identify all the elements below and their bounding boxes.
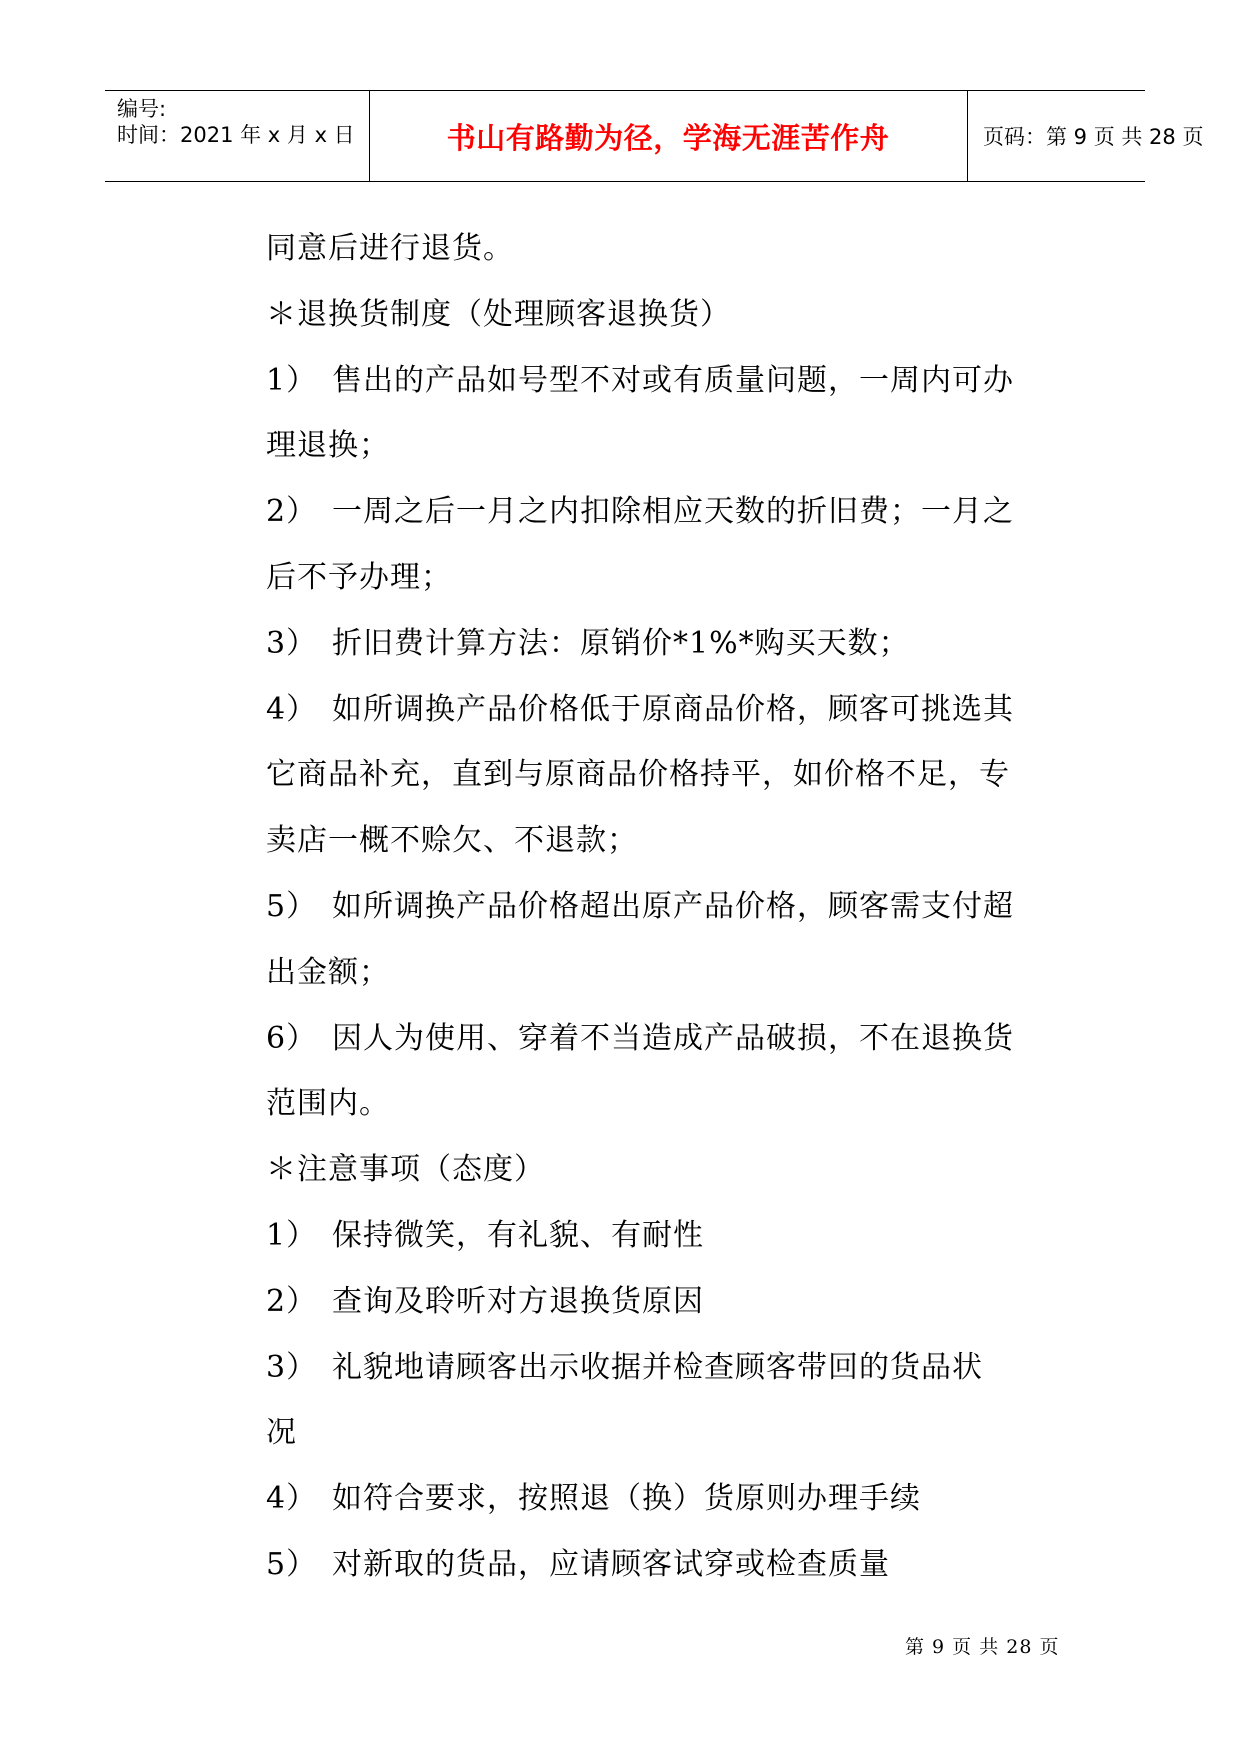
line-text: 卖店一概不赊欠、不退款； bbox=[266, 823, 638, 859]
item-number: 5） bbox=[266, 1546, 318, 1582]
body-line bbox=[266, 1006, 1066, 1072]
code-label: 编号: bbox=[117, 97, 167, 121]
header-divider bbox=[369, 91, 370, 181]
line-text: 出金额； bbox=[266, 954, 390, 990]
line-text: 对新取的货品，应请顾客试穿或检查质量 bbox=[332, 1546, 890, 1582]
document-body bbox=[266, 216, 1066, 1598]
body-line bbox=[266, 1269, 1066, 1335]
line-text: 范围内。 bbox=[266, 1086, 390, 1122]
body-line bbox=[266, 1071, 1066, 1137]
body-line bbox=[266, 611, 1066, 677]
body-line bbox=[266, 677, 1066, 743]
item-number: 6） bbox=[266, 1020, 318, 1056]
line-text: 保持微笑，有礼貌、有耐性 bbox=[332, 1217, 704, 1253]
line-text: 折旧费计算方法：原销价*1%*购买天数； bbox=[332, 625, 910, 661]
item-number: 2） bbox=[266, 1283, 318, 1319]
body-line bbox=[266, 940, 1066, 1006]
line-text: 理退换； bbox=[266, 428, 390, 464]
line-text: 后不予办理； bbox=[266, 559, 452, 595]
header-page-label: 页码：第 9 页 共 28 页 bbox=[983, 125, 1204, 149]
body-line bbox=[266, 874, 1066, 940]
body-line bbox=[266, 216, 1066, 282]
body-line bbox=[266, 282, 1066, 348]
line-text: 如所调换产品价格超出原产品价格，顾客需支付超 bbox=[332, 888, 1014, 924]
body-line bbox=[266, 479, 1066, 545]
page-footer: 第 9 页 共 28 页 bbox=[905, 1636, 1060, 1658]
body-line bbox=[266, 545, 1066, 611]
line-text: 它商品补充，直到与原商品价格持平，如价格不足，专 bbox=[266, 757, 1010, 793]
item-number: 5） bbox=[266, 888, 318, 924]
line-text: 礼貌地请顾客出示收据并检查顾客带回的货品状 bbox=[332, 1349, 983, 1385]
body-line bbox=[266, 1137, 1066, 1203]
line-text: 一周之后一月之内扣除相应天数的折旧费；一月之 bbox=[332, 494, 1014, 530]
line-text: 查询及聆听对方退换货原因 bbox=[332, 1283, 704, 1319]
item-number: 3） bbox=[266, 1349, 318, 1385]
item-number: 1） bbox=[266, 1217, 318, 1253]
item-number: 4） bbox=[266, 691, 318, 727]
header-motto: 书山有路勤为径，学海无涯苦作舟 bbox=[446, 120, 890, 155]
line-text: 况 bbox=[266, 1415, 297, 1451]
body-line bbox=[266, 348, 1066, 414]
header-divider bbox=[967, 91, 968, 181]
body-line bbox=[266, 413, 1066, 479]
line-text: 如所调换产品价格低于原商品价格，顾客可挑选其 bbox=[332, 691, 1014, 727]
item-number: 4） bbox=[266, 1481, 318, 1517]
header-meta bbox=[117, 91, 367, 181]
body-line bbox=[266, 1203, 1066, 1269]
item-number: 2） bbox=[266, 494, 318, 530]
line-text: 如符合要求，按照退（换）货原则办理手续 bbox=[332, 1481, 921, 1517]
item-number: 1） bbox=[266, 362, 318, 398]
line-text: 因人为使用、穿着不当造成产品破损，不在退换货 bbox=[332, 1020, 1014, 1056]
body-line bbox=[266, 808, 1066, 874]
item-number: 3） bbox=[266, 625, 318, 661]
line-text: 同意后进行退货。 bbox=[266, 231, 514, 266]
body-line bbox=[266, 742, 1066, 808]
line-text: ＊退换货制度（处理顾客退换货） bbox=[266, 296, 731, 332]
body-line bbox=[266, 1400, 1066, 1466]
time-label: 时间：2021 年 x 月 x 日 bbox=[117, 123, 355, 147]
line-text: ＊注意事项（态度） bbox=[266, 1152, 545, 1188]
page-header bbox=[105, 90, 1204, 182]
body-line bbox=[266, 1466, 1066, 1532]
body-line bbox=[266, 1335, 1066, 1401]
body-line bbox=[266, 1532, 1066, 1598]
line-text: 售出的产品如号型不对或有质量问题，一周内可办 bbox=[332, 362, 1014, 398]
